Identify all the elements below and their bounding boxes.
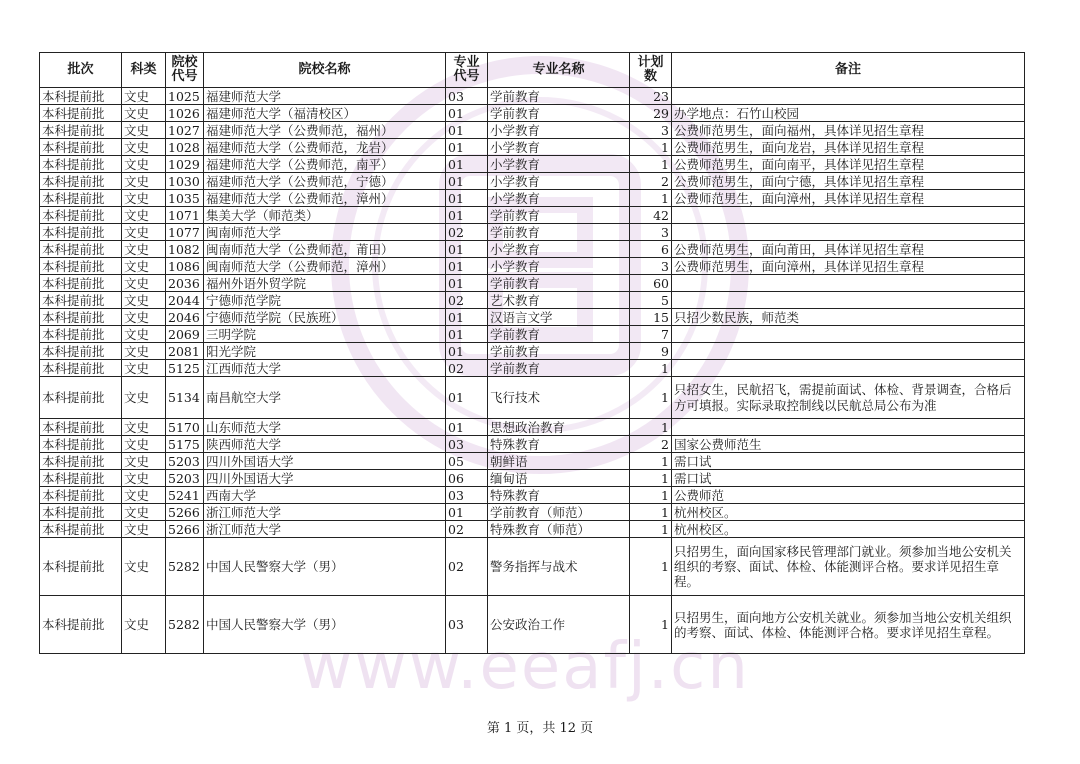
cell-major-name: 小学教育 [488, 173, 630, 190]
cell-plan: 3 [630, 122, 672, 139]
cell-school-name: 中国人民警察大学（男） [204, 596, 446, 654]
cell-school-name: 福州外语外贸学院 [204, 275, 446, 292]
cell-major-name: 小学教育 [488, 241, 630, 258]
cell-note: 只招男生，面向地方公安机关就业。须参加当地公安机关组织的考察、面试、体检、体能测评合格。要求详见招生章程。 [672, 596, 1025, 654]
cell-major-name: 小学教育 [488, 258, 630, 275]
cell-school-code: 1082 [166, 241, 204, 258]
cell-major-name: 飞行技术 [488, 377, 630, 419]
cell-school-code: 5125 [166, 360, 204, 377]
cell-note: 杭州校区。 [672, 504, 1025, 521]
cell-major-code: 01 [446, 309, 488, 326]
cell-batch: 本科提前批 [40, 190, 122, 207]
table-row [40, 487, 1025, 504]
header-school-code: 院校代号 [166, 53, 204, 88]
cell-school-code: 5266 [166, 521, 204, 538]
table-row [40, 419, 1025, 436]
cell-batch: 本科提前批 [40, 139, 122, 156]
cell-category: 文史 [122, 453, 166, 470]
cell-category: 文史 [122, 207, 166, 224]
cell-school-code: 2069 [166, 326, 204, 343]
cell-school-code: 1030 [166, 173, 204, 190]
cell-batch: 本科提前批 [40, 596, 122, 654]
cell-school-code: 1086 [166, 258, 204, 275]
table-row [40, 173, 1025, 190]
cell-major-code: 03 [446, 487, 488, 504]
cell-batch: 本科提前批 [40, 207, 122, 224]
cell-major-code: 02 [446, 292, 488, 309]
cell-batch: 本科提前批 [40, 470, 122, 487]
cell-school-name: 三明学院 [204, 326, 446, 343]
cell-note: 只招女生，民航招飞，需提前面试、体检、背景调查，合格后方可填报。实际录取控制线以民航总局公布为准 [672, 377, 1025, 419]
cell-plan: 3 [630, 224, 672, 241]
cell-category: 文史 [122, 139, 166, 156]
cell-batch: 本科提前批 [40, 436, 122, 453]
cell-school-name: 闽南师范大学（公费师范，莆田） [204, 241, 446, 258]
cell-batch: 本科提前批 [40, 122, 122, 139]
cell-plan: 2 [630, 173, 672, 190]
cell-note: 杭州校区。 [672, 521, 1025, 538]
table-header-row [40, 53, 1025, 88]
cell-batch: 本科提前批 [40, 504, 122, 521]
cell-major-name: 特殊教育（师范） [488, 521, 630, 538]
cell-category: 文史 [122, 309, 166, 326]
cell-major-code: 03 [446, 88, 488, 105]
cell-category: 文史 [122, 470, 166, 487]
cell-school-code: 2046 [166, 309, 204, 326]
cell-school-name: 闽南师范大学 [204, 224, 446, 241]
cell-major-code: 01 [446, 190, 488, 207]
cell-school-code: 2044 [166, 292, 204, 309]
header-major-name: 专业名称 [488, 53, 630, 88]
table-row [40, 596, 1025, 654]
cell-note: 公费师范男生，面向莆田，具体详见招生章程 [672, 241, 1025, 258]
cell-plan: 9 [630, 343, 672, 360]
cell-plan: 29 [630, 105, 672, 122]
cell-major-name: 小学教育 [488, 122, 630, 139]
cell-plan: 5 [630, 292, 672, 309]
cell-category: 文史 [122, 360, 166, 377]
cell-major-name: 特殊教育 [488, 487, 630, 504]
cell-school-name: 福建师范大学（公费师范，宁德） [204, 173, 446, 190]
cell-major-name: 学前教育 [488, 105, 630, 122]
cell-major-code: 01 [446, 504, 488, 521]
cell-batch: 本科提前批 [40, 88, 122, 105]
cell-school-code: 2081 [166, 343, 204, 360]
cell-school-code: 1029 [166, 156, 204, 173]
admission-plan-table [39, 52, 1025, 654]
cell-category: 文史 [122, 88, 166, 105]
cell-major-code: 02 [446, 360, 488, 377]
table-row [40, 241, 1025, 258]
cell-note: 需口试 [672, 470, 1025, 487]
cell-school-code: 5134 [166, 377, 204, 419]
cell-batch: 本科提前批 [40, 292, 122, 309]
cell-school-code: 2036 [166, 275, 204, 292]
cell-batch: 本科提前批 [40, 156, 122, 173]
cell-school-code: 1035 [166, 190, 204, 207]
cell-school-code: 5266 [166, 504, 204, 521]
cell-plan: 1 [630, 139, 672, 156]
table-row [40, 88, 1025, 105]
table-row [40, 360, 1025, 377]
cell-category: 文史 [122, 504, 166, 521]
cell-batch: 本科提前批 [40, 521, 122, 538]
cell-note: 公费师范 [672, 487, 1025, 504]
cell-school-name: 陕西师范大学 [204, 436, 446, 453]
table-row [40, 538, 1025, 596]
cell-note: 只招少数民族，师范类 [672, 309, 1025, 326]
header-note: 备注 [672, 53, 1025, 88]
cell-category: 文史 [122, 343, 166, 360]
cell-batch: 本科提前批 [40, 453, 122, 470]
cell-category: 文史 [122, 105, 166, 122]
cell-category: 文史 [122, 224, 166, 241]
cell-category: 文史 [122, 596, 166, 654]
cell-major-code: 01 [446, 241, 488, 258]
table-row [40, 258, 1025, 275]
cell-batch: 本科提前批 [40, 258, 122, 275]
cell-major-code: 05 [446, 453, 488, 470]
cell-major-name: 小学教育 [488, 139, 630, 156]
cell-category: 文史 [122, 521, 166, 538]
cell-batch: 本科提前批 [40, 309, 122, 326]
cell-school-name: 福建师范大学（公费师范，龙岩） [204, 139, 446, 156]
header-major-code: 专业代号 [446, 53, 488, 88]
cell-note: 公费师范男生，面向龙岩，具体详见招生章程 [672, 139, 1025, 156]
cell-major-name: 学前教育 [488, 360, 630, 377]
page-number-footer: 第 1 页，共 12 页 [486, 721, 594, 736]
cell-plan: 1 [630, 453, 672, 470]
cell-school-name: 阳光学院 [204, 343, 446, 360]
cell-category: 文史 [122, 275, 166, 292]
table-row [40, 156, 1025, 173]
cell-plan: 1 [630, 596, 672, 654]
table-row [40, 105, 1025, 122]
cell-note: 国家公费师范生 [672, 436, 1025, 453]
cell-category: 文史 [122, 377, 166, 419]
cell-plan: 1 [630, 470, 672, 487]
cell-major-code: 01 [446, 258, 488, 275]
cell-major-name: 思想政治教育 [488, 419, 630, 436]
header-plan: 计划数 [630, 53, 672, 88]
cell-plan: 15 [630, 309, 672, 326]
cell-major-code: 01 [446, 122, 488, 139]
cell-major-name: 汉语言文学 [488, 309, 630, 326]
cell-school-code: 1026 [166, 105, 204, 122]
table-row [40, 207, 1025, 224]
cell-school-name: 浙江师范大学 [204, 521, 446, 538]
table-row [40, 292, 1025, 309]
cell-major-code: 06 [446, 470, 488, 487]
cell-major-code: 01 [446, 275, 488, 292]
cell-school-code: 5282 [166, 596, 204, 654]
cell-major-name: 学前教育 [488, 224, 630, 241]
header-batch: 批次 [40, 53, 122, 88]
cell-major-code: 01 [446, 377, 488, 419]
cell-major-name: 特殊教育 [488, 436, 630, 453]
cell-note [672, 343, 1025, 360]
cell-note [672, 88, 1025, 105]
table-row [40, 470, 1025, 487]
cell-batch: 本科提前批 [40, 241, 122, 258]
cell-plan: 1 [630, 538, 672, 596]
cell-note [672, 224, 1025, 241]
cell-school-name: 江西师范大学 [204, 360, 446, 377]
cell-major-name: 警务指挥与战术 [488, 538, 630, 596]
cell-plan: 60 [630, 275, 672, 292]
cell-batch: 本科提前批 [40, 360, 122, 377]
cell-school-name: 中国人民警察大学（男） [204, 538, 446, 596]
cell-note: 只招男生，面向国家移民管理部门就业。须参加当地公安机关组织的考察、面试、体检、体能测评合格。要求详见招生章程。 [672, 538, 1025, 596]
cell-category: 文史 [122, 190, 166, 207]
cell-batch: 本科提前批 [40, 538, 122, 596]
cell-note: 公费师范男生，面向南平，具体详见招生章程 [672, 156, 1025, 173]
website-watermark: www.eeafj.cn [300, 630, 750, 704]
cell-school-name: 宁德师范学院（民族班） [204, 309, 446, 326]
cell-category: 文史 [122, 122, 166, 139]
cell-batch: 本科提前批 [40, 377, 122, 419]
cell-plan: 1 [630, 504, 672, 521]
cell-category: 文史 [122, 436, 166, 453]
cell-batch: 本科提前批 [40, 419, 122, 436]
cell-major-code: 03 [446, 596, 488, 654]
cell-category: 文史 [122, 156, 166, 173]
cell-major-code: 01 [446, 419, 488, 436]
table-row [40, 309, 1025, 326]
cell-school-name: 四川外国语大学 [204, 470, 446, 487]
cell-school-code: 1077 [166, 224, 204, 241]
cell-major-name: 艺术教育 [488, 292, 630, 309]
cell-major-name: 学前教育 [488, 343, 630, 360]
table-row [40, 122, 1025, 139]
table-row [40, 224, 1025, 241]
cell-major-name: 缅甸语 [488, 470, 630, 487]
cell-major-name: 学前教育（师范） [488, 504, 630, 521]
cell-major-name: 学前教育 [488, 275, 630, 292]
table-row [40, 521, 1025, 538]
cell-note [672, 326, 1025, 343]
cell-school-code: 5203 [166, 470, 204, 487]
cell-major-code: 01 [446, 173, 488, 190]
cell-plan: 1 [630, 190, 672, 207]
table-row [40, 453, 1025, 470]
cell-school-name: 福建师范大学（公费师范，漳州） [204, 190, 446, 207]
cell-school-name: 山东师范大学 [204, 419, 446, 436]
cell-plan: 1 [630, 419, 672, 436]
cell-batch: 本科提前批 [40, 173, 122, 190]
cell-major-name: 学前教育 [488, 207, 630, 224]
cell-note [672, 419, 1025, 436]
table-row [40, 275, 1025, 292]
cell-school-code: 1071 [166, 207, 204, 224]
table-row [40, 377, 1025, 419]
cell-major-name: 公安政治工作 [488, 596, 630, 654]
cell-plan: 1 [630, 377, 672, 419]
cell-major-code: 01 [446, 105, 488, 122]
cell-major-name: 学前教育 [488, 88, 630, 105]
cell-batch: 本科提前批 [40, 105, 122, 122]
cell-school-code: 5175 [166, 436, 204, 453]
cell-note: 公费师范男生，面向宁德，具体详见招生章程 [672, 173, 1025, 190]
cell-batch: 本科提前批 [40, 224, 122, 241]
cell-category: 文史 [122, 538, 166, 596]
cell-school-code: 5282 [166, 538, 204, 596]
table-row [40, 139, 1025, 156]
cell-major-code: 02 [446, 521, 488, 538]
cell-school-name: 集美大学（师范类） [204, 207, 446, 224]
cell-major-code: 01 [446, 156, 488, 173]
cell-plan: 1 [630, 156, 672, 173]
cell-school-name: 浙江师范大学 [204, 504, 446, 521]
cell-note: 公费师范男生，面向漳州，具体详见招生章程 [672, 258, 1025, 275]
cell-category: 文史 [122, 487, 166, 504]
table-row [40, 436, 1025, 453]
cell-school-name: 福建师范大学（福清校区） [204, 105, 446, 122]
cell-school-code: 5203 [166, 453, 204, 470]
cell-major-code: 01 [446, 139, 488, 156]
cell-school-name: 福建师范大学（公费师范，南平） [204, 156, 446, 173]
cell-category: 文史 [122, 258, 166, 275]
header-school-name: 院校名称 [204, 53, 446, 88]
cell-school-name: 四川外国语大学 [204, 453, 446, 470]
cell-school-name: 宁德师范学院 [204, 292, 446, 309]
cell-school-name: 闽南师范大学（公费师范，漳州） [204, 258, 446, 275]
header-category: 科类 [122, 53, 166, 88]
cell-plan: 2 [630, 436, 672, 453]
table-row [40, 343, 1025, 360]
table-row [40, 190, 1025, 207]
cell-note: 公费师范男生，面向漳州，具体详见招生章程 [672, 190, 1025, 207]
cell-note [672, 275, 1025, 292]
cell-plan: 1 [630, 487, 672, 504]
cell-major-name: 朝鲜语 [488, 453, 630, 470]
cell-batch: 本科提前批 [40, 326, 122, 343]
cell-note: 需口试 [672, 453, 1025, 470]
cell-major-name: 小学教育 [488, 190, 630, 207]
cell-plan: 23 [630, 88, 672, 105]
cell-plan: 1 [630, 521, 672, 538]
cell-plan: 3 [630, 258, 672, 275]
table-row [40, 326, 1025, 343]
cell-school-code: 5170 [166, 419, 204, 436]
cell-school-code: 1028 [166, 139, 204, 156]
cell-batch: 本科提前批 [40, 487, 122, 504]
cell-major-code: 01 [446, 207, 488, 224]
cell-plan: 1 [630, 360, 672, 377]
cell-school-name: 南昌航空大学 [204, 377, 446, 419]
cell-school-code: 1025 [166, 88, 204, 105]
cell-plan: 42 [630, 207, 672, 224]
cell-note [672, 292, 1025, 309]
cell-plan: 7 [630, 326, 672, 343]
cell-school-name: 福建师范大学 [204, 88, 446, 105]
cell-category: 文史 [122, 419, 166, 436]
cell-major-code: 01 [446, 343, 488, 360]
cell-category: 文史 [122, 326, 166, 343]
cell-school-name: 福建师范大学（公费师范，福州） [204, 122, 446, 139]
cell-batch: 本科提前批 [40, 275, 122, 292]
cell-note: 公费师范男生，面向福州，具体详见招生章程 [672, 122, 1025, 139]
cell-major-code: 02 [446, 538, 488, 596]
cell-note [672, 207, 1025, 224]
cell-major-code: 02 [446, 224, 488, 241]
cell-major-name: 小学教育 [488, 156, 630, 173]
cell-note [672, 360, 1025, 377]
cell-school-name: 西南大学 [204, 487, 446, 504]
cell-school-code: 5241 [166, 487, 204, 504]
cell-note: 办学地点：石竹山校园 [672, 105, 1025, 122]
cell-major-code: 01 [446, 326, 488, 343]
cell-batch: 本科提前批 [40, 343, 122, 360]
cell-category: 文史 [122, 292, 166, 309]
cell-school-code: 1027 [166, 122, 204, 139]
cell-category: 文史 [122, 241, 166, 258]
table-row [40, 504, 1025, 521]
cell-major-code: 03 [446, 436, 488, 453]
cell-plan: 6 [630, 241, 672, 258]
cell-major-name: 学前教育 [488, 326, 630, 343]
cell-category: 文史 [122, 173, 166, 190]
